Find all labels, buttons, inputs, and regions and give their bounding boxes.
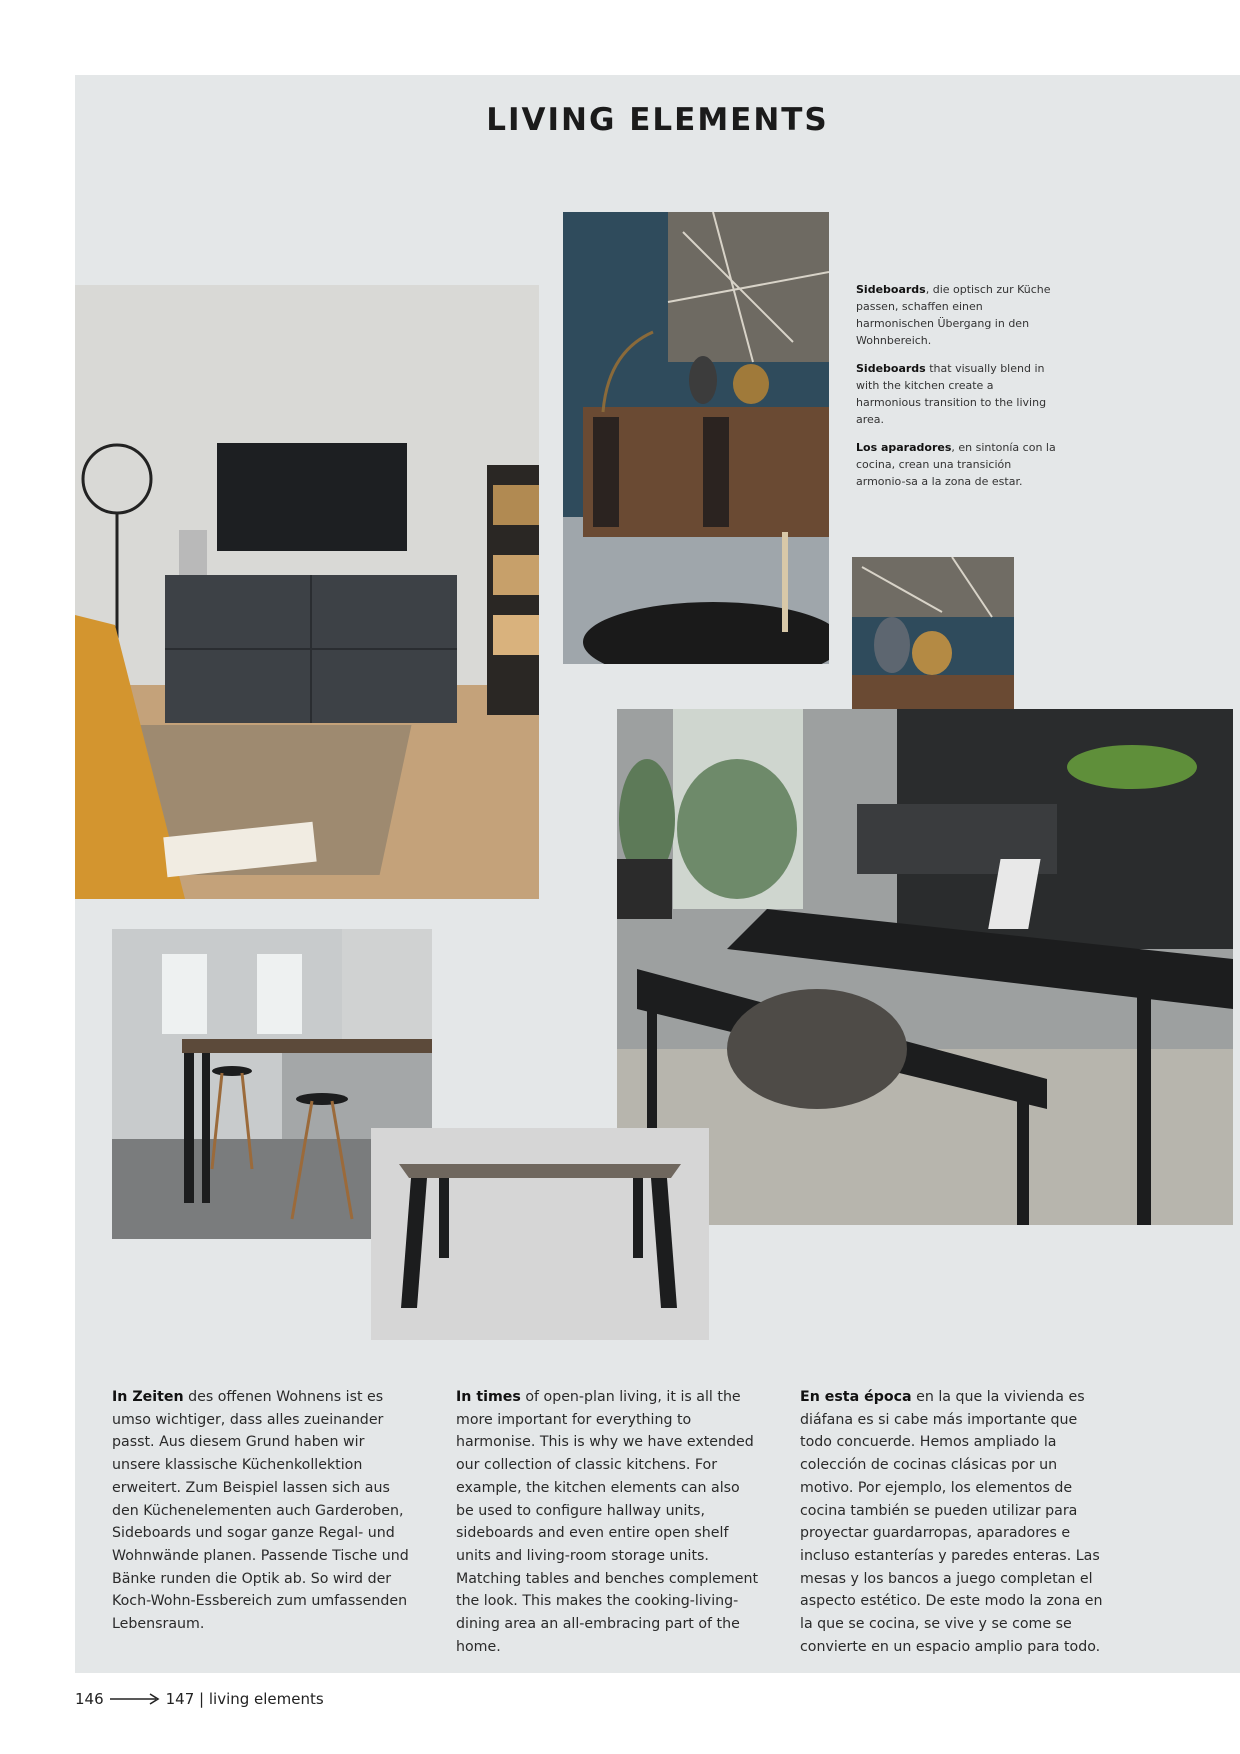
photo-sideboard-detail (852, 557, 1014, 709)
photo-living-room-tv (75, 285, 539, 899)
page-number-right: 147 | living elements (165, 1690, 324, 1708)
caption-de: Sideboards, die optisch zur Küche passen, schaffen einen harmonischen Übergang in den Wohnbereich. (856, 283, 1051, 347)
page-title: LIVING ELEMENTS (486, 102, 829, 138)
photo-table-product (371, 1128, 709, 1340)
body-column-de: In Zeiten des offenen Wohnens ist es umso wichtiger, dass alles zueinander passt. Aus diesem Grund haben wir unsere klassische Küchenkollektion erweitert. Zum Beispiel lassen sich aus den Küchenelementen auch Garderoben, Sideboards und sogar ganze Regal- und Wohnwände planen. Passende Tische und Bänke runden die Optik ab. So wird der Koch-Wohn-Essbereich zum umfassenden Lebensraum. (112, 1389, 409, 1633)
caption-en: Sideboards that visually blend in with the kitchen create a harmonious transition to the living area. (856, 362, 1047, 426)
body-column-es: En esta época en la que la vivienda es diáfana es si cabe más importante que todo concuerde. Hemos ampliado la colección de cocinas clásicas por un motivo. Por ejemplo, los elementos de cocina también se pueden utilizar para proyectar guardarropas, aparadores e incluso estanterías y paredes enteras. Las mesas y los bancos a juego completan el aspecto estético. De este modo la zona en la que se cocina, se vive y se come se convierte en un espacio amplio para todo. (800, 1389, 1103, 1655)
sideboard-captions (856, 281, 1056, 501)
photo-blue-wall-sideboard (563, 212, 829, 664)
photo-dining-bench (617, 709, 1233, 1225)
page-footer (75, 1690, 324, 1708)
arrow-right-icon (108, 1692, 162, 1706)
caption-es: Los aparadores, en sintonía con la cocina, crean una transición armonio-sa a la zona de estar. (856, 441, 1056, 488)
body-column-en: In times of open-plan living, it is all the more important for everything to harmonise. This is why we have extended our collection of classic kitchens. For example, the kitchen elements can also be used to configure hallway units, sideboards and even entire open shelf units and living-room storage units. Matching tables and benches complement the look. This makes the cooking-living-dining area an all-embracing part of the home. (456, 1389, 759, 1655)
page-number-left: 146 (75, 1690, 104, 1708)
